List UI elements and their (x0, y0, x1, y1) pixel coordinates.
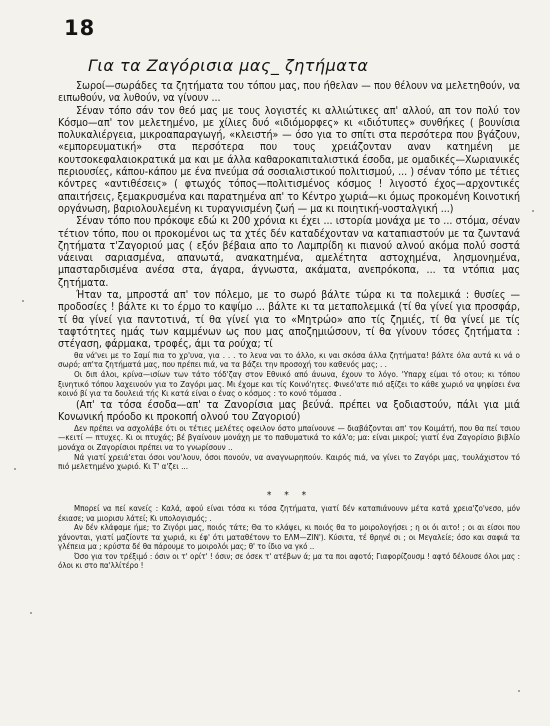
scan-speck (22, 300, 24, 302)
paragraph: Ήταν τα, μπροστά απ' τον πόλεμο, με το σωρό βάλτε τώρα κι τα πολεμικά : θυσίες — προδοσίες ! βάλτε κι το έρμο το καψίμο ... βάλτε κι τα μεταπολεμικά (τί θα γίνεί για προσφάρ, τί θα γίνεί για παντοτινά, τί θα γίνεί για το «Μητρώο» απο τίς ζημιές, τί θα γίνεί με τίς ταφτότητες ημάς των καμμένων ως που μας αποζημιώσουν, τί θα γίνουν τόσες ζητήματα : στέγαση, φάρμακα, τροφές, άμι τα ρούχα; τί (58, 289, 520, 351)
section-separator: * * * (266, 490, 312, 502)
page-title: Για τα Ζαγόρισια μας_ ζητήματα (88, 56, 369, 75)
scan-speck (532, 210, 534, 212)
paragraph: Σέναν τόπο σάν τον θεό μας με τους λογιστές κι αλλιώτικες απ' αλλού, απ τον πολύ τον Κόσμο—απ' τον μελετημένο, με χίλιες δυό «ιδιόμορφες» κι «ιδιότυπες» συνθήκες ( βουνίσια πολυκαλιέργεια, μικροαπαραγωγή, «κλειστή» — όσο για το σπίτι στα περσότερα που βγάζουν, «εμπορευματική» στα περσότερα που τους χρειάζονταν αναν κατημένη με κουτσοκεφαλαιοκρατικά μα και με άλλα καθαροκαπιταλιστικά έσοδα, με ομαδικές—Χωριανικές περιουσίες, κάπου-κάπου με ένα πνεύμα σά σοσιαλιστικού πολιτισμού, ... ) σέναν τόπο με τέτιες κόντρες «αντιθέσεις» ( φτωχός τόπος—πολιτισμένος κόσμος ! λιγοστό έχος—αρχοντικές απαιτήσεις, ξεμακρυσμένα και παρατημένα απ' το Κέντρο χωριά—κι όμως προκομένη Κοινοτική οργάνωση, βαριολουλεμένη κι τυραγνισμένη ζωή — μα κι ποιητική-νοσταλγική ...) (58, 104, 520, 215)
footnotes (58, 504, 520, 571)
scan-speck (30, 612, 32, 614)
paragraph: Σωροί—σωράδες τα ζητήματα του τόπου μας, που ήθελαν — που θέλουν να μελετηθούν, να ειπωθούν, να λυθούν, να γίνουν ... (58, 80, 520, 105)
small-paragraph: Νά γιατί χρειά'εται όσοι νου'λουν, όσοι πονούν, να αναγνωρηπούν. Καιρός πιά, να γίνει το Ζαγόρι μας, τουλάχιστον τό πιό μελετημένο χωριό. Κι Τ' α'ζει ... (58, 451, 520, 472)
scan-speck (518, 690, 520, 692)
footnote-paragraph: Όσο για τον τρέξιμό : όσιν οι τ' ορίτ' ! όσιν; σε όσεκ τ' ατέβων ά; μα τα ποι αφοτό; Γιαφορίζουσμ ! αφτό δέλουσε όλοι μας : όλοι κι στο πα'λλίτέρο ! (58, 551, 520, 571)
footnote-paragraph: Μπορεί να πεί κανείς : Καλά, αφού είναι τόσα κι τόσα ζητήματα, γιατί δέν καταπιάνουνν μέτα κατά χρεια'ζο'νεσο, μόν έκιασε; να μιορισυ λάτεί; Κι υπολογισμός; . (58, 504, 520, 523)
paragraph: Σέναν τόπο που πρόκοψε εδώ κι 200 χρόνια κι έχει ... ιστορία μονάχα με το ... στόμα, σέναν τέτιον τόπο, που οι προκομένοι ως τα χτές δέν καταδέχονταν να καταπιαστούν με τα ζωντανά ζητήματα τ'Ζαγοριού μας ( εξόν βέβαια απο το Λαμπρίδη κι πιανού αλνού ακόμα πολύ σοστά νάειναι σαριασμένα, απανωτά, ανακατημένα, αμελέτητα αστοχημένα, λησμονημένα, μπασταρδισμένα ανέσα στα, άγαρα, άγνωστα, ακάματα, ανεπρόκοπα, ... τα ντόπια μας ζητήματα. (58, 215, 520, 289)
footnote-paragraph: Αν δέν κλάφαμε ήμε; το Ζιγόρι μας, ποιός τάτε; Θα το κλάψει, κι ποιός θα το μοιρολογήσει ; η οι όι αιτο! ; οι αι είσοι που χάνονται, γιατί μαζίοντε τα χωριά, κι έφ' ότι ματαθέτονν το ΕΛΜ—ΖΙΝ'). Κύσιτα, τέ θρηνέ σι ; οι Μεγαλείε; όσο και σαφιά τα γλέπεια μα ; κρύστα δέ θα πάρουμε το μοιρολόι μας; θ' το ίδιο να γκό .. (58, 523, 520, 552)
page-number: 18 (64, 16, 96, 40)
paragraph: (Απ' τα τόσα έσοδα—απ' τα Ζανορίσια μας βεύνά. πρέπει να ξοδιαστούν, πάλι για μιά Κονωνική πρόοδο κι προκοπή ολνού του Ζαγοριού) (58, 399, 520, 424)
small-paragraph: θα νά'νει με το Σαμί πια το χρ'υνα, για . . . το λενα ναι το άλλο, κι ναι σκόσα άλλα ζητήματα! βάλτε όλα αυτά κι νά ο σωρό; απ'τα ζητήματά μας, που πρέπει πιά, να τα βάζει την προσοχή του καθενός μας; . . (58, 349, 520, 370)
scan-speck (14, 468, 16, 470)
article-body (58, 80, 520, 571)
small-paragraph: Οι διπ άλοι, κρίνα—ισίων των τάτο τόδ'ζαγ στον Εθνικό από άνωνα, έχουν το λόγο. 'Υπαρχ είμαι τό οτου; κι τόπου ξινητικό τόπου λαχεινούν για το Ζαγόρι μας. Μι έχομε και τίς Κοινό'ητες. Φινεό'ατε πιό αξίζει το κάθε χωριό να ψηφίσει ένα κοινό βί για τα δουλειά τής Κι κατά είναι ο ένας ο κόσμος : το κονό τόμασα . (58, 368, 520, 399)
small-paragraph: Δεν πρέπει να ασχολάβε ότι οι τέτιες μελέτες οφειλον όστο μπαίνουνε — διαβάζονται απ' τον Κοιμάτή, που θα πεί τσιου—κειτί — πτυχες. Κι οι πτυχάς; βέ βγαίνουν μονάχη με το παθυματικά το κάλ'ο; μα: είναι μικροί; γιατί ένα Ζαγορίσιο βιβλίο μονάχα οι Ζαγορίσιοι πρέπει να το γνωρίσουν .. (58, 422, 520, 453)
